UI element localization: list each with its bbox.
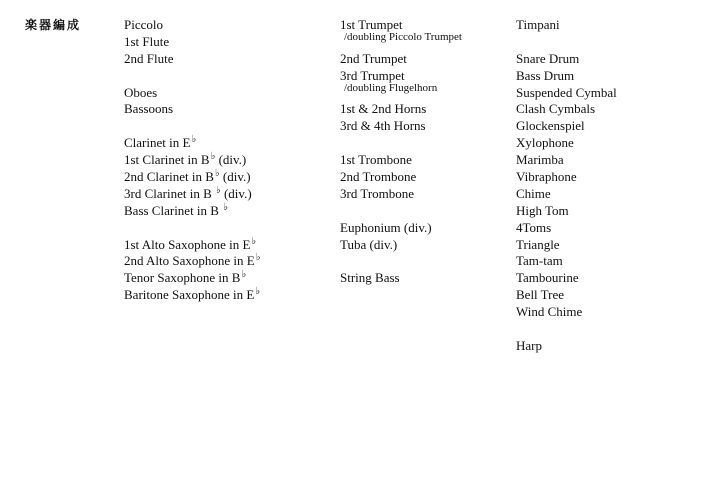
instrument-item [124, 203, 260, 220]
instrument-item [340, 101, 462, 118]
instrument-item [516, 304, 617, 321]
instrument-item [124, 253, 260, 270]
instrument-name: Clarinet in E [124, 135, 191, 151]
instrument-name: 1st Trumpet [340, 17, 403, 32]
instrument-name: Snare Drum [516, 50, 580, 66]
spacer [124, 68, 260, 85]
instrument-note [340, 83, 462, 94]
instrument-item [516, 152, 617, 169]
instrument-name: Oboes [124, 84, 158, 100]
instrument-item [340, 186, 462, 203]
instrument-item [516, 253, 617, 270]
instrument-name: 2nd Trombone [340, 169, 417, 185]
flat-sign: ♭ [210, 151, 216, 163]
instrument-name: 3rd & 4th Horns [340, 118, 426, 134]
instrument-item [516, 270, 617, 287]
instrument-name: Baritone Saxophone in E [124, 287, 255, 303]
instrument-name: Euphonium (div.) [340, 219, 432, 235]
instrument-item [124, 270, 260, 287]
spacer [124, 118, 260, 135]
instrument-item [516, 68, 617, 85]
instrument-name: 1st Flute [124, 33, 170, 49]
instrument-item [124, 17, 260, 34]
instrument-item [340, 169, 462, 186]
flat-sign: ♭ [216, 184, 221, 196]
instrumentation-heading: 楽器編成 [25, 18, 82, 32]
instrument-name: Bass Drum [516, 67, 575, 83]
flat-sign: ♭ [214, 168, 220, 180]
instrument-name: Vibraphone [516, 169, 577, 185]
instrument-name: Triangle [516, 236, 560, 252]
instrument-name: 2nd Alto Saxophone in E [124, 253, 255, 269]
percussion-column [516, 17, 617, 355]
instrument-name: 1st Trombone [340, 152, 412, 168]
instrument-name: 4Toms [516, 219, 552, 235]
spacer [340, 203, 462, 220]
spacer [124, 220, 260, 237]
instrument-name: Marimba [516, 152, 564, 168]
instrument-item [516, 51, 617, 68]
instrument-name: 3rd Trumpet [340, 67, 405, 83]
spacer [516, 321, 617, 338]
instrument-item [340, 152, 462, 169]
instrument-item [124, 287, 260, 304]
instrument-name: Timpani [516, 17, 560, 32]
instrument-item [516, 220, 617, 237]
instrument-name: /doubling Piccolo Trumpet [344, 30, 462, 43]
flat-sign: ♭ [241, 269, 247, 281]
instrument-item [516, 338, 617, 355]
instrument-name: Bassoons [124, 101, 174, 117]
flat-sign: ♭ [191, 134, 197, 146]
instrument-name: 3rd Trombone [340, 185, 415, 201]
instrument-name: Tam-tam [516, 253, 563, 269]
instrument-name: 1st & 2nd Horns [340, 101, 427, 117]
instrument-item [124, 51, 260, 68]
instrument-item [516, 17, 617, 34]
instrument-item [124, 237, 260, 254]
flat-sign: ♭ [255, 286, 261, 298]
instrument-name: 2nd Flute [124, 50, 174, 66]
instrument-item [124, 169, 260, 186]
division-note: (div.) [215, 152, 247, 168]
instrument-item [124, 186, 260, 203]
instrument-item [124, 135, 260, 152]
instrument-item [516, 101, 617, 118]
instrument-item [516, 186, 617, 203]
instrument-name: Bass Clarinet in B [124, 202, 223, 218]
instrument-item [516, 203, 617, 220]
flat-sign: ♭ [255, 252, 261, 264]
instrument-item [124, 85, 260, 102]
instrument-item [516, 85, 617, 102]
instrument-name: Tambourine [516, 270, 579, 286]
instrument-name: High Tom [516, 202, 569, 218]
instrument-name: Piccolo [124, 17, 163, 32]
spacer [340, 135, 462, 152]
instrument-name: Suspended Cymbal [516, 84, 617, 100]
instrument-name: /doubling Flugelhorn [344, 81, 438, 94]
instrument-name: Xylophone [516, 135, 574, 151]
instrument-name: 2nd Clarinet in B [124, 169, 214, 185]
flat-sign: ♭ [223, 201, 228, 213]
instrument-name: Wind Chime [516, 304, 583, 320]
instrument-item [124, 101, 260, 118]
instrument-item [516, 287, 617, 304]
instrument-note [340, 32, 462, 43]
instrument-name: Tuba (div.) [340, 236, 398, 252]
flat-sign: ♭ [251, 235, 257, 247]
instrument-name: Glockenspiel [516, 118, 585, 134]
instrument-item [340, 118, 462, 135]
instrument-name: 1st Alto Saxophone in E [124, 236, 251, 252]
instrument-item [340, 220, 462, 237]
division-note: (div.) [219, 169, 251, 185]
instrument-item [340, 51, 462, 68]
division-note: (div.) [220, 185, 252, 201]
woodwinds-column [124, 17, 260, 304]
instrument-item [340, 237, 462, 254]
instrument-item [516, 118, 617, 135]
instrument-item [516, 169, 617, 186]
instrument-item [516, 237, 617, 254]
instrument-name: 1st Clarinet in B [124, 152, 210, 168]
brass-column [340, 17, 462, 287]
instrument-item [516, 135, 617, 152]
instrument-name: 3rd Clarinet in B [124, 185, 215, 201]
instrument-item [340, 270, 462, 287]
instrument-name: Tenor Saxophone in B [124, 270, 241, 286]
instrument-item [124, 152, 260, 169]
instrument-name: 2nd Trumpet [340, 50, 407, 66]
instrument-name: Clash Cymbals [516, 101, 596, 117]
instrument-name: Harp [516, 337, 542, 353]
spacer [516, 34, 617, 51]
instrument-name: Chime [516, 185, 551, 201]
instrument-item [124, 34, 260, 51]
instrument-name: String Bass [340, 270, 400, 286]
spacer [340, 253, 462, 270]
instrument-name: Bell Tree [516, 287, 565, 303]
